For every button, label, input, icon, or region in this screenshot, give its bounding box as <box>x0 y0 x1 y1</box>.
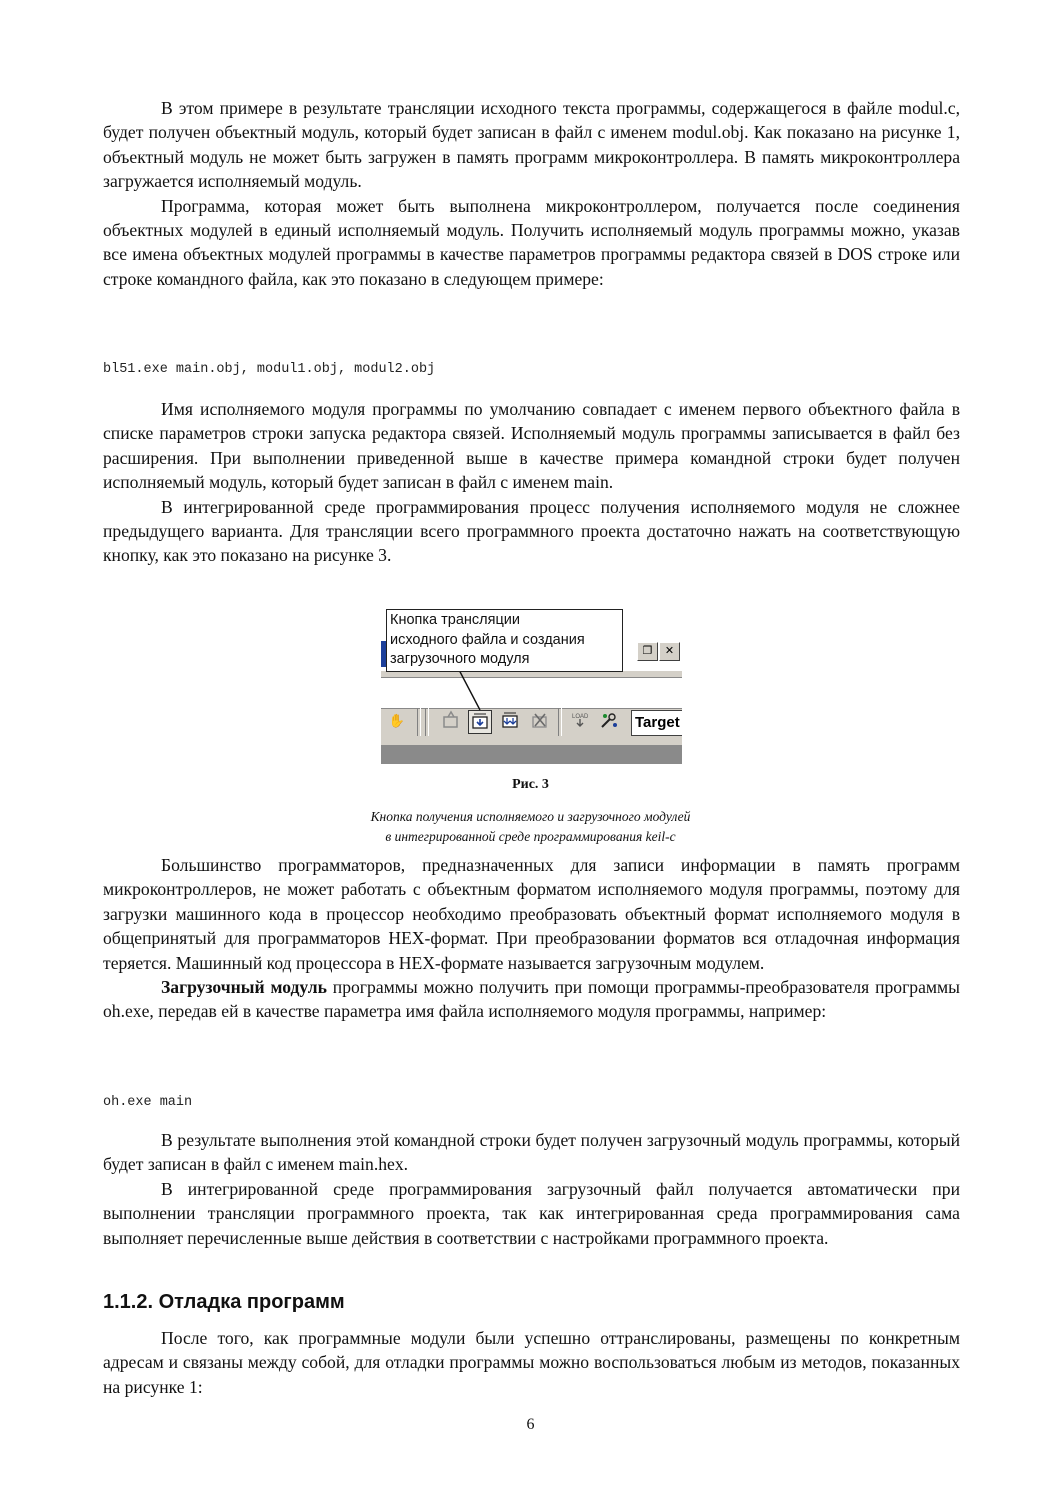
close-window-icon[interactable]: ✕ <box>659 642 680 661</box>
options-icon[interactable] <box>598 710 620 732</box>
text-block-lower <box>103 853 960 1024</box>
toolbar-separator <box>558 708 562 736</box>
rebuild-icon[interactable] <box>499 710 521 732</box>
paragraph-6-text: программы можно получить при помощи программы-преобразователя программы oh.exe, передав ей в качестве параметра имя файла исполняемого модуля программы, например: <box>103 977 960 1022</box>
code-line-linker: bl51.exe main.obj, modul1.obj, modul2.obj <box>103 362 436 377</box>
paragraph-6 <box>103 975 960 1024</box>
callout-line-1: Кнопка трансляции <box>390 612 520 628</box>
page-number: 6 <box>526 1416 535 1433</box>
restore-window-icon[interactable]: ❐ <box>637 642 658 661</box>
toolbar-separator <box>425 708 429 736</box>
code-line-converter: oh.exe main <box>103 1095 193 1110</box>
load-icon[interactable] <box>569 710 591 732</box>
callout-line-3: загрузочного модуля <box>390 651 530 668</box>
paragraph-1: В этом примере в результате трансляции исходного текста программы, содержащегося в файле modul.c, будет получен объектный модуль, который будет записан в файл с именем modul.obj. Как показано на рисунке 1, объектный модуль не может быть загружен в память программ микроконтроллера. В память микроконтроллера загружается исполняемый модуль. <box>103 98 960 192</box>
text-block-top <box>103 96 960 291</box>
paragraph-5: Большинство программаторов, предназначенных для записи информации в память программ микроконтроллеров, не может работать с объектным форматом исполняемого модуля программы, поэтому для загрузки машинного кода в процессор необходимо преобразовать объектный формат исполняемого модуля в общепринятый для программаторов HEX-формат. При преобразовании форматов вся отладочная информация теряется. Машинный код процессора в HEX-формате называется загрузочным модулем. <box>103 855 960 973</box>
stop-build-icon[interactable] <box>529 710 551 732</box>
text-block-middle <box>103 397 960 568</box>
figure-caption <box>0 807 1061 847</box>
paragraph-8: В интегрированной среде программирования загрузочный файл получается автоматически при выполнении трансляции программного проекта, так как интегрированная среда программирования сама выполняет перечисленные выше действия в соответствии с настройками программного проекта. <box>103 1178 960 1248</box>
text-block-final <box>103 1326 960 1399</box>
toolbar-separator <box>417 708 421 736</box>
svg-text:LOAD: LOAD <box>572 714 589 720</box>
paragraph-3: Имя исполняемого модуля программы по умолчанию совпадает с именем первого объектного файла в списке параметров строки запуска редактора связей. Исполняемый модуль программы записывается в файл без расширения. При выполнении приведенной выше в качестве примера командной строки будет получен исполняемый модуль, который будет записан в файл с именем main. <box>103 399 960 493</box>
target-select[interactable]: Target <box>631 710 682 736</box>
term-bold: Загрузочный модуль <box>161 977 327 998</box>
callout-box <box>386 609 623 672</box>
section-heading: 1.1.2. Отладка программ <box>103 1291 345 1313</box>
paragraph-7: В результате выполнения этой командной строки будет получен загрузочный модуль программы, который будет записан в файл с именем main.hex. <box>103 1130 960 1175</box>
figure-dark-strip <box>381 745 682 764</box>
figure-label: Рис. 3 <box>512 777 549 792</box>
paragraph-9: После того, как программные модули были успешно оттранслированы, размещены по конкретным адресам и связаны между собой, для отладки программы можно воспользоваться любым из методов, показанных на рисунке 1: <box>103 1328 960 1397</box>
hand-icon[interactable]: ✋ <box>386 710 408 732</box>
figure-field-strip <box>381 677 682 709</box>
paragraph-2: Программа, которая может быть выполнена микроконтроллером, получается после соединения объектных модулей в единый исполняемый модуль. Получить исполняемый модуль программы можно, указав все имена объектных модулей программы в качестве параметров программы редактора связей в DOS строке или строке командного файла, как это показано в следующем примере: <box>103 195 960 289</box>
callout-line-2: исходного файла и создания <box>390 631 585 648</box>
paragraph-4: В интегрированной среде программирования процесс получения исполняемого модуля не сложнее предыдущего варианта. Для трансляции всего программного проекта достаточно нажать на соответствующую кнопку, как это показано на рисунке 3. <box>103 496 960 566</box>
text-block-bottom <box>103 1128 960 1250</box>
figure-caption-line-1: Кнопка получения исполняемого и загрузочного модулей <box>370 809 691 824</box>
figure-caption-line-2: в интегрированной среде программирования keil-c <box>385 829 676 844</box>
